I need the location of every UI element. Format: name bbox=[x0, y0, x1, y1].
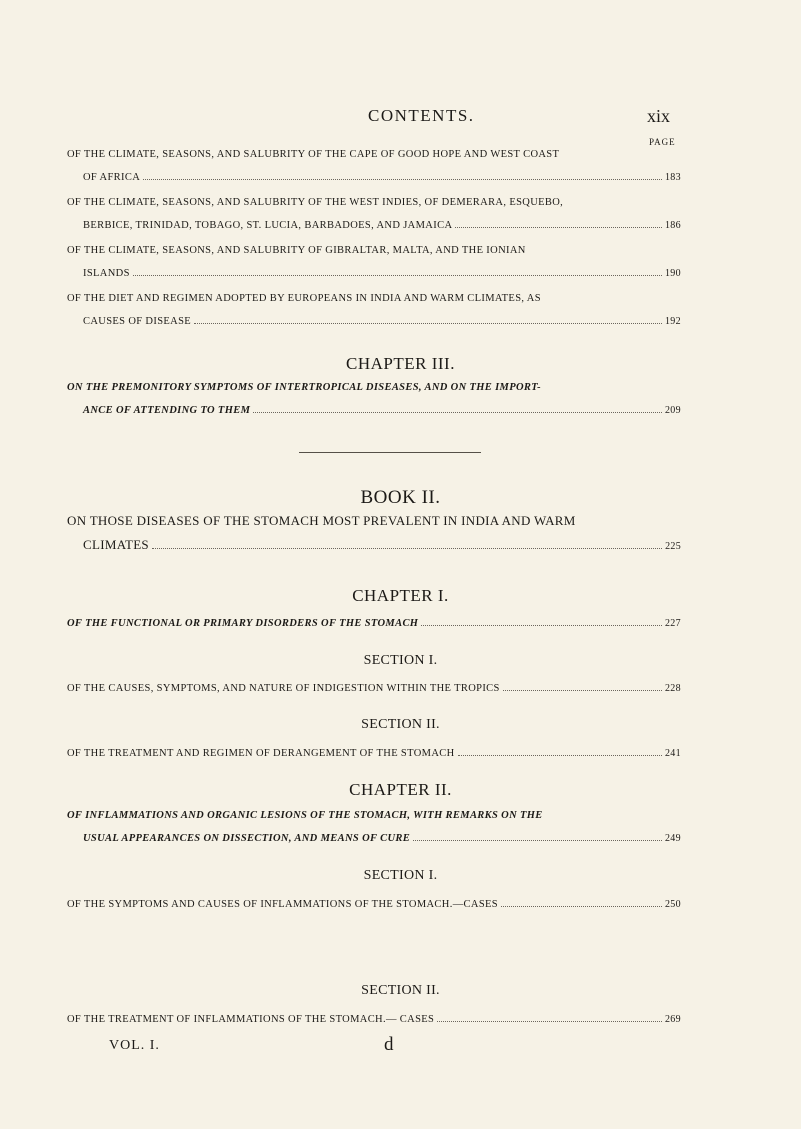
section-heading: SECTION I. bbox=[363, 653, 438, 668]
entry-line: OF THE CLIMATE, SEASONS, AND SALUBRITY OF GIBRALTAR, MALTA, AND THE IONIAN bbox=[67, 245, 526, 256]
volume-mark: VOL. I. bbox=[109, 1038, 160, 1053]
dot-leader bbox=[458, 755, 662, 756]
toc-entry[interactable] bbox=[67, 291, 681, 330]
dot-leader bbox=[143, 179, 662, 180]
entry-line: OF THE CLIMATE, SEASONS, AND SALUBRITY OF THE CAPE OF GOOD HOPE AND WEST COAST bbox=[67, 149, 560, 160]
dot-leader bbox=[194, 323, 662, 324]
toc-entry[interactable] bbox=[67, 746, 681, 762]
entry-line: OF THE CAUSES, SYMPTOMS, AND NATURE OF INDIGESTION WITHIN THE TROPICS bbox=[67, 683, 500, 694]
entry-line: CAUSES OF DISEASE bbox=[83, 316, 192, 327]
toc-entry[interactable] bbox=[67, 147, 681, 186]
toc-entry[interactable] bbox=[67, 681, 681, 697]
entry-line: OF THE TREATMENT OF INFLAMMATIONS OF THE STOMACH.— CASES bbox=[67, 1014, 435, 1025]
dot-leader bbox=[421, 625, 662, 626]
toc-entry[interactable] bbox=[67, 897, 681, 913]
entry-line: CLIMATES bbox=[83, 537, 149, 552]
dot-leader bbox=[253, 412, 662, 413]
toc-entry[interactable] bbox=[67, 1012, 681, 1028]
entry-page: 209 bbox=[664, 405, 681, 416]
entry-line: OF THE SYMPTOMS AND CAUSES OF INFLAMMATIONS OF THE STOMACH.—CASES bbox=[67, 899, 498, 910]
entry-line: OF THE CLIMATE, SEASONS, AND SALUBRITY OF THE WEST INDIES, OF DEMERARA, ESQUEBO, bbox=[67, 197, 564, 208]
entry-line: OF THE FUNCTIONAL OR PRIMARY DISORDERS OF THE STOMACH bbox=[67, 618, 419, 629]
entry-line: ON THOSE DISEASES OF THE STOMACH MOST PREVALENT IN INDIA AND WARM bbox=[67, 513, 576, 528]
running-header bbox=[0, 106, 801, 130]
entry-page: 227 bbox=[664, 618, 681, 629]
entry-line: ANCE OF ATTENDING TO THEM bbox=[83, 405, 251, 416]
entry-page: 183 bbox=[664, 172, 681, 183]
dot-leader bbox=[152, 548, 662, 549]
chapter-heading: CHAPTER II. bbox=[349, 780, 452, 799]
dot-leader bbox=[501, 906, 662, 907]
signature-mark: d bbox=[384, 1034, 394, 1055]
dot-leader bbox=[455, 227, 662, 228]
entry-line: USUAL APPEARANCES ON DISSECTION, AND MEANS OF CURE bbox=[83, 833, 411, 844]
toc-entry[interactable] bbox=[67, 243, 681, 282]
entry-line: ISLANDS bbox=[83, 268, 130, 279]
divider-rule bbox=[299, 452, 481, 453]
entry-line: OF THE TREATMENT AND REGIMEN OF DERANGEMENT OF THE STOMACH bbox=[67, 748, 455, 759]
dot-leader bbox=[437, 1021, 662, 1022]
chapter-heading: CHAPTER I. bbox=[352, 586, 449, 605]
entry-page: 269 bbox=[664, 1014, 681, 1025]
book-heading: BOOK II. bbox=[360, 487, 441, 508]
entry-page: 241 bbox=[664, 748, 681, 759]
header-title: CONTENTS. bbox=[368, 106, 475, 125]
toc-entry[interactable] bbox=[67, 513, 681, 553]
entry-page: 192 bbox=[664, 316, 681, 327]
header-page-number: xix bbox=[647, 106, 671, 126]
chapter-heading: CHAPTER III. bbox=[346, 354, 455, 373]
entry-page: 190 bbox=[664, 268, 681, 279]
dot-leader bbox=[413, 840, 662, 841]
entry-line: BERBICE, TRINIDAD, TOBAGO, ST. LUCIA, BARBADOES, AND JAMAICA bbox=[83, 220, 453, 231]
page-column-label: PAGE bbox=[649, 137, 676, 147]
section-heading: SECTION II. bbox=[361, 983, 440, 998]
entry-line: OF AFRICA bbox=[83, 172, 141, 183]
entry-line: OF THE DIET AND REGIMEN ADOPTED BY EUROPEANS IN INDIA AND WARM CLIMATES, AS bbox=[67, 293, 541, 304]
entry-page: 186 bbox=[664, 220, 681, 231]
entry-page: 250 bbox=[664, 899, 681, 910]
entry-page: 228 bbox=[664, 683, 681, 694]
section-heading: SECTION I. bbox=[363, 868, 438, 883]
dot-leader bbox=[503, 690, 662, 691]
toc-entry[interactable] bbox=[67, 380, 681, 419]
entry-line: ON THE PREMONITORY SYMPTOMS OF INTERTROPICAL DISEASES, AND ON THE IMPORT- bbox=[67, 382, 541, 393]
toc-entry[interactable] bbox=[67, 195, 681, 234]
dot-leader bbox=[133, 275, 662, 276]
toc-entry[interactable] bbox=[67, 808, 681, 847]
toc-entry[interactable] bbox=[67, 616, 681, 632]
entry-page: 249 bbox=[664, 833, 681, 844]
entry-page: 225 bbox=[665, 541, 681, 552]
entry-line: OF INFLAMMATIONS AND ORGANIC LESIONS OF THE STOMACH, WITH REMARKS ON THE bbox=[67, 810, 543, 821]
section-heading: SECTION II. bbox=[361, 717, 440, 732]
